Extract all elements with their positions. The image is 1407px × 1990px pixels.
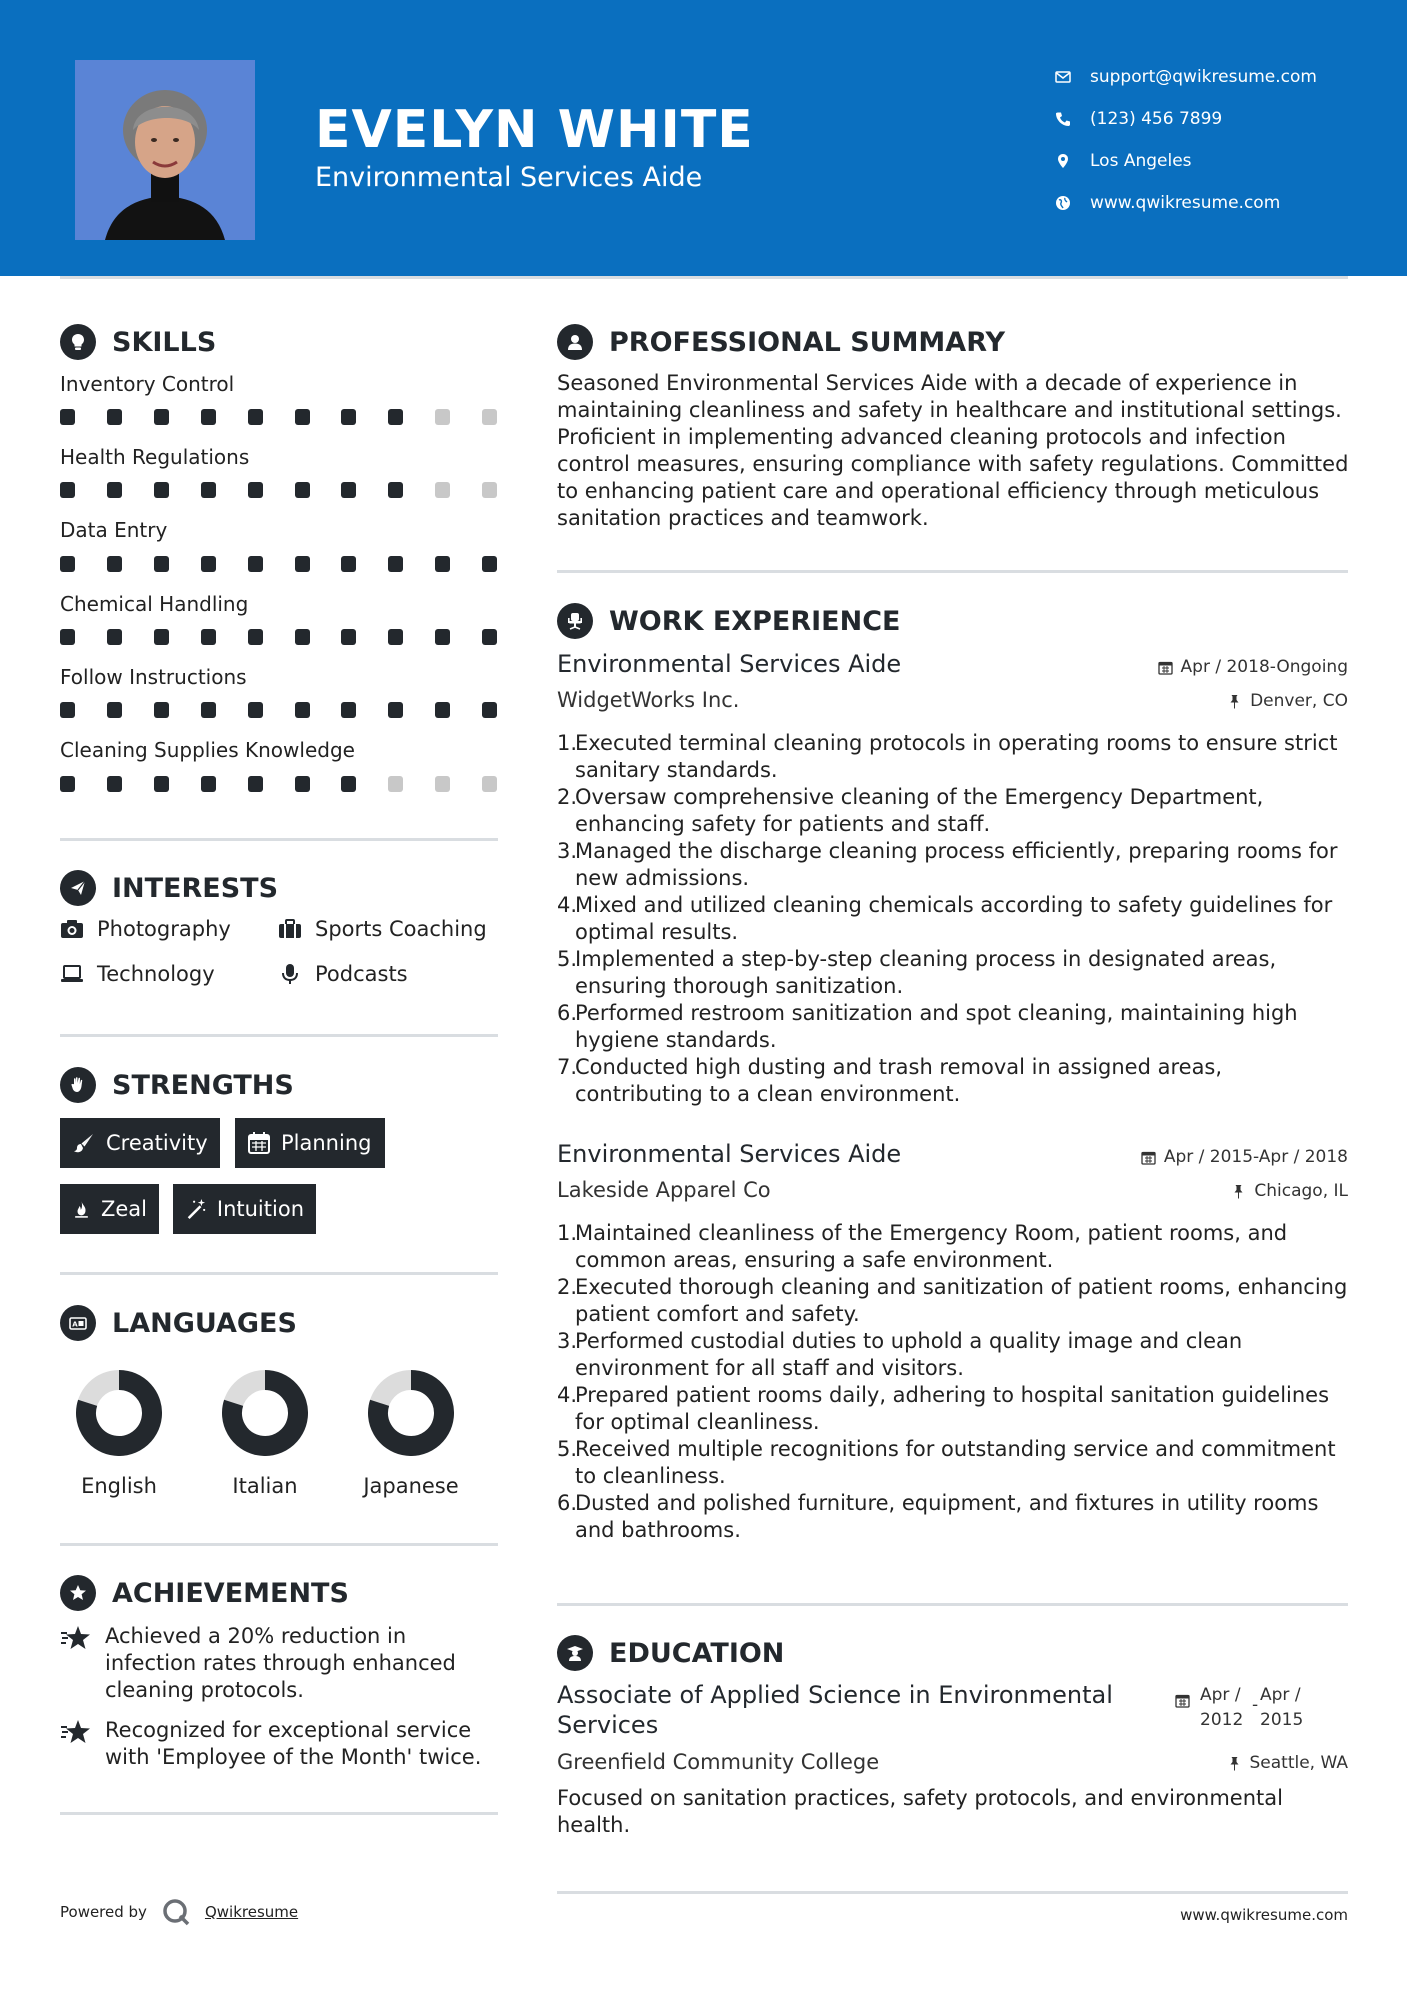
job-dates	[1141, 1147, 1348, 1167]
list-item: 7. Conducted high dusting and trash removal in assigned areas, contributing to a clean environment.	[557, 1055, 1223, 1106]
achievement-text: Recognized for exceptional service with 'Employee of the Month' twice.	[105, 1718, 482, 1769]
skill-rating	[60, 482, 498, 498]
list-item: 1. Maintained cleanliness of the Emergency Room, patient rooms, and common areas, ensuring a safe environment.	[557, 1221, 1288, 1272]
education-description: Focused on sanitation practices, safety protocols, and environmental health.	[557, 1786, 1283, 1837]
skill-dot-filled	[107, 776, 122, 792]
education-location	[1227, 1753, 1349, 1773]
summary-heading	[557, 324, 1005, 360]
interest-item	[278, 962, 408, 986]
education-degree: Associate of Applied Science in Environmental Services	[557, 1681, 1113, 1739]
header-divider	[60, 276, 1348, 279]
skill-dot-filled	[295, 556, 310, 572]
skill-dot-filled	[107, 556, 122, 572]
hand-icon	[60, 1067, 96, 1103]
achievements-heading	[60, 1575, 349, 1611]
strength-tag	[173, 1184, 316, 1234]
powered-by-text: Powered by	[60, 1903, 147, 1921]
list-item: 6. Dusted and polished furniture, equipment, and fixtures in utility rooms and bathrooms.	[557, 1491, 1319, 1542]
phone-icon	[1055, 111, 1090, 127]
strength-tag	[60, 1184, 159, 1234]
strengths-title: STRENGTHS	[112, 1069, 294, 1101]
list-item: 2. Executed thorough cleaning and sanitization of patient rooms, enhancing patient comfort and safety.	[557, 1275, 1348, 1326]
pushpin-icon	[1231, 1184, 1246, 1199]
skill-name: Data Entry	[60, 518, 168, 542]
language-card-icon	[60, 1305, 96, 1341]
section-divider	[60, 1543, 498, 1546]
skill-dot-filled	[107, 629, 122, 645]
microphone-icon	[278, 963, 302, 985]
education-location-text: Seattle, WA	[1249, 1753, 1348, 1773]
skill-dot-filled	[248, 629, 263, 645]
resume-header	[0, 0, 1407, 276]
skill-dot-empty	[482, 776, 497, 792]
skill-dot-empty	[482, 409, 497, 425]
skill-name: Health Regulations	[60, 445, 250, 469]
skill-name: Cleaning Supplies Knowledge	[60, 738, 355, 762]
job-location-text: Chicago, IL	[1254, 1181, 1348, 1201]
section-divider	[60, 1272, 498, 1275]
skill-dot-filled	[341, 482, 356, 498]
skill-dot-empty	[435, 776, 450, 792]
skill-dot-filled	[60, 556, 75, 572]
skill-dot-filled	[341, 702, 356, 718]
skill-dot-filled	[154, 776, 169, 792]
interests-title: INTERESTS	[112, 872, 279, 904]
contact-email-text: support@qwikresume.com	[1090, 67, 1317, 87]
skill-dot-filled	[295, 409, 310, 425]
list-item: 3. Managed the discharge cleaning process efficiently, preparing rooms for new admissions.	[557, 839, 1338, 890]
skill-dot-filled	[201, 702, 216, 718]
office-chair-icon	[557, 603, 593, 639]
skills-title: SKILLS	[112, 326, 217, 358]
achievement-item	[60, 1717, 500, 1771]
skill-dot-filled	[154, 629, 169, 645]
skill-dot-filled	[201, 629, 216, 645]
strengths-heading	[60, 1067, 294, 1103]
interest-label: Technology	[97, 962, 215, 986]
job-location-text: Denver, CO	[1250, 691, 1348, 711]
language-level-ring	[76, 1370, 162, 1456]
skill-name: Chemical Handling	[60, 592, 249, 616]
job-dates-text: Apr / 2015-Apr / 2018	[1163, 1147, 1348, 1167]
star-badge-icon	[60, 1575, 96, 1611]
skill-dot-filled	[295, 776, 310, 792]
skill-dot-filled	[154, 702, 169, 718]
pushpin-icon	[1227, 694, 1242, 709]
contact-list	[1055, 56, 1385, 224]
achievements-title: ACHIEVEMENTS	[112, 1577, 349, 1609]
skill-dot-filled	[107, 409, 122, 425]
language-level-ring	[222, 1370, 308, 1456]
star-icon	[60, 1719, 92, 1745]
experience-heading	[557, 603, 900, 639]
skill-dot-filled	[248, 409, 263, 425]
job-title: Environmental Services Aide	[557, 650, 902, 678]
interest-label: Sports Coaching	[315, 917, 487, 941]
education-date-separator: -	[1252, 1695, 1259, 1715]
skill-rating	[60, 409, 498, 425]
list-item: 5. Received multiple recognitions for outstanding service and commitment to cleanliness.	[557, 1437, 1336, 1488]
contact-website[interactable]	[1055, 182, 1385, 224]
skill-dot-filled	[482, 702, 497, 718]
skill-name: Follow Instructions	[60, 665, 247, 689]
skill-dot-filled	[248, 702, 263, 718]
skill-dot-filled	[482, 556, 497, 572]
profile-photo	[75, 60, 255, 240]
skill-dot-filled	[341, 409, 356, 425]
section-divider	[557, 570, 1348, 573]
list-item: 4. Mixed and utilized cleaning chemicals according to safety guidelines for optimal results.	[557, 893, 1333, 944]
strength-tag	[60, 1118, 220, 1168]
skill-dot-filled	[60, 702, 75, 718]
list-item: 5. Implemented a step-by-step cleaning process in designated areas, ensuring thorough sanitization.	[557, 947, 1277, 998]
skill-dot-filled	[435, 629, 450, 645]
skill-dot-filled	[248, 482, 263, 498]
skills-heading	[60, 324, 216, 360]
summary-title: PROFESSIONAL SUMMARY	[609, 326, 1006, 358]
strength-label: Intuition	[216, 1197, 304, 1221]
skill-dot-filled	[60, 409, 75, 425]
skill-dot-filled	[60, 776, 75, 792]
language-item	[346, 1370, 476, 1498]
job-company: Lakeside Apparel Co	[557, 1178, 771, 1202]
education-school: Greenfield Community College	[557, 1750, 880, 1774]
list-item: 2. Oversaw comprehensive cleaning of the Emergency Department, enhancing safety for patients and staff.	[557, 785, 1264, 836]
calendar-icon	[1158, 660, 1173, 675]
contact-email[interactable]	[1055, 56, 1385, 98]
contact-website-text: www.qwikresume.com	[1090, 193, 1281, 213]
skill-rating	[60, 702, 498, 718]
footer-powered-by	[60, 1897, 298, 1927]
job-bullets	[557, 1220, 1353, 1544]
language-name: Italian	[232, 1474, 298, 1498]
education-title: EDUCATION	[609, 1637, 785, 1669]
summary-text: Seasoned Environmental Services Aide with a decade of experience in maintaining cleanliness and safety in healthcare and institutional settings. Proficient in implementing advanced cleaning protocols and infection control measures, ensuring compliance with safety regulations. Committed to enhancing patient care and operational efficiency through meticulous sanitation practices and teamwork.	[557, 371, 1349, 530]
languages-title: LANGUAGES	[112, 1307, 297, 1339]
skill-dot-filled	[248, 776, 263, 792]
skill-dot-filled	[295, 482, 310, 498]
camera-icon	[60, 918, 84, 940]
interest-item	[60, 917, 231, 941]
strength-label: Planning	[281, 1131, 372, 1155]
job-bullets	[557, 730, 1353, 1108]
strength-label: Creativity	[106, 1131, 208, 1155]
skill-dot-empty	[388, 776, 403, 792]
skill-dot-filled	[154, 556, 169, 572]
language-name: English	[81, 1474, 157, 1498]
experience-title: WORK EXPERIENCE	[609, 605, 901, 637]
skill-dot-filled	[435, 702, 450, 718]
portrait-icon	[75, 60, 255, 240]
skill-dot-filled	[60, 482, 75, 498]
svg-text:A: A	[72, 1320, 78, 1329]
paintbrush-icon	[72, 1131, 96, 1155]
interest-item	[60, 962, 215, 986]
skill-rating	[60, 776, 498, 792]
list-item: 3. Performed custodial duties to uphold a quality image and clean environment for all staff and visitors.	[557, 1329, 1243, 1380]
skill-dot-empty	[435, 482, 450, 498]
envelope-icon	[1055, 69, 1090, 85]
language-item	[54, 1370, 184, 1498]
skill-dot-filled	[248, 556, 263, 572]
education-heading	[557, 1635, 784, 1671]
job-company: WidgetWorks Inc.	[557, 688, 740, 712]
job-location	[1227, 691, 1348, 711]
contact-phone[interactable]	[1055, 98, 1385, 140]
strength-tag	[235, 1118, 385, 1168]
job-dates-text: Apr / 2018-Ongoing	[1180, 657, 1348, 677]
contact-location-text: Los Angeles	[1090, 151, 1192, 171]
skill-dot-filled	[295, 702, 310, 718]
section-divider	[557, 1891, 1348, 1894]
skill-dot-filled	[482, 629, 497, 645]
language-name: Japanese	[363, 1474, 459, 1498]
skill-dot-filled	[435, 556, 450, 572]
skill-dot-filled	[60, 629, 75, 645]
list-item: 6. Performed restroom sanitization and spot cleaning, maintaining high hygiene standards.	[557, 1001, 1298, 1052]
job-location	[1231, 1181, 1348, 1201]
achievement-item	[60, 1623, 500, 1704]
education-start: Apr / 2012	[1200, 1685, 1244, 1730]
star-icon	[60, 1625, 92, 1651]
section-divider	[60, 1812, 498, 1815]
skill-dot-filled	[154, 482, 169, 498]
skill-dot-filled	[388, 409, 403, 425]
interests-heading	[60, 870, 278, 906]
calendar-icon	[1141, 1150, 1156, 1165]
language-item	[200, 1370, 330, 1498]
contact-phone-text: (123) 456 7899	[1090, 109, 1223, 129]
skill-dot-filled	[388, 556, 403, 572]
skill-dot-filled	[154, 409, 169, 425]
skill-dot-filled	[295, 629, 310, 645]
candidate-name: EVELYN WHITE	[315, 100, 754, 160]
skill-dot-filled	[341, 556, 356, 572]
job-title: Environmental Services Aide	[557, 1140, 902, 1168]
laptop-icon	[60, 963, 84, 985]
job-dates	[1158, 657, 1348, 677]
globe-icon	[1055, 195, 1090, 211]
list-item: 4. Prepared patient rooms daily, adhering to hospital sanitation guidelines for optimal cleanliness.	[557, 1383, 1330, 1434]
contact-location	[1055, 140, 1385, 182]
interest-label: Podcasts	[315, 962, 408, 986]
calendar-icon	[247, 1131, 271, 1155]
languages-heading	[60, 1305, 297, 1341]
education-dates	[1175, 1683, 1303, 1733]
candidate-title: Environmental Services Aide	[315, 162, 703, 193]
skill-dot-filled	[341, 776, 356, 792]
graduate-icon	[557, 1635, 593, 1671]
paper-plane-icon	[60, 870, 96, 906]
skill-dot-filled	[201, 409, 216, 425]
skill-dot-filled	[107, 482, 122, 498]
user-icon	[557, 324, 593, 360]
skill-dot-filled	[201, 556, 216, 572]
skill-dot-filled	[388, 702, 403, 718]
skill-dot-empty	[482, 482, 497, 498]
section-divider	[60, 1034, 498, 1037]
pushpin-icon	[1227, 1756, 1242, 1771]
section-divider	[60, 838, 498, 841]
skill-dot-filled	[107, 702, 122, 718]
fire-icon	[72, 1197, 91, 1221]
strength-label: Zeal	[100, 1197, 147, 1221]
qwikresume-logo-icon	[161, 1897, 191, 1927]
lightbulb-icon	[60, 324, 96, 360]
brand-link[interactable]: Qwikresume	[204, 1903, 299, 1921]
interest-item	[278, 917, 487, 941]
skill-dot-empty	[435, 409, 450, 425]
briefcase-icon	[278, 918, 302, 940]
list-item: 1. Executed terminal cleaning protocols in operating rooms to ensure strict sanitary standards.	[557, 731, 1338, 782]
footer-website[interactable]: www.qwikresume.com	[1180, 1906, 1348, 1924]
skill-dot-filled	[341, 629, 356, 645]
interest-label: Photography	[97, 917, 231, 941]
calendar-icon	[1175, 1693, 1190, 1708]
skill-name: Inventory Control	[60, 372, 235, 396]
language-level-ring	[368, 1370, 454, 1456]
map-pin-icon	[1055, 153, 1090, 169]
achievement-text: Achieved a 20% reduction in infection rates through enhanced cleaning protocols.	[105, 1624, 456, 1702]
skill-dot-filled	[388, 482, 403, 498]
skill-dot-filled	[201, 776, 216, 792]
skill-dot-filled	[201, 482, 216, 498]
skill-dot-filled	[388, 629, 403, 645]
education-end: Apr / 2015	[1260, 1685, 1304, 1730]
skill-rating	[60, 629, 498, 645]
magic-wand-icon	[185, 1197, 207, 1221]
section-divider	[557, 1603, 1348, 1606]
skill-rating	[60, 556, 498, 572]
